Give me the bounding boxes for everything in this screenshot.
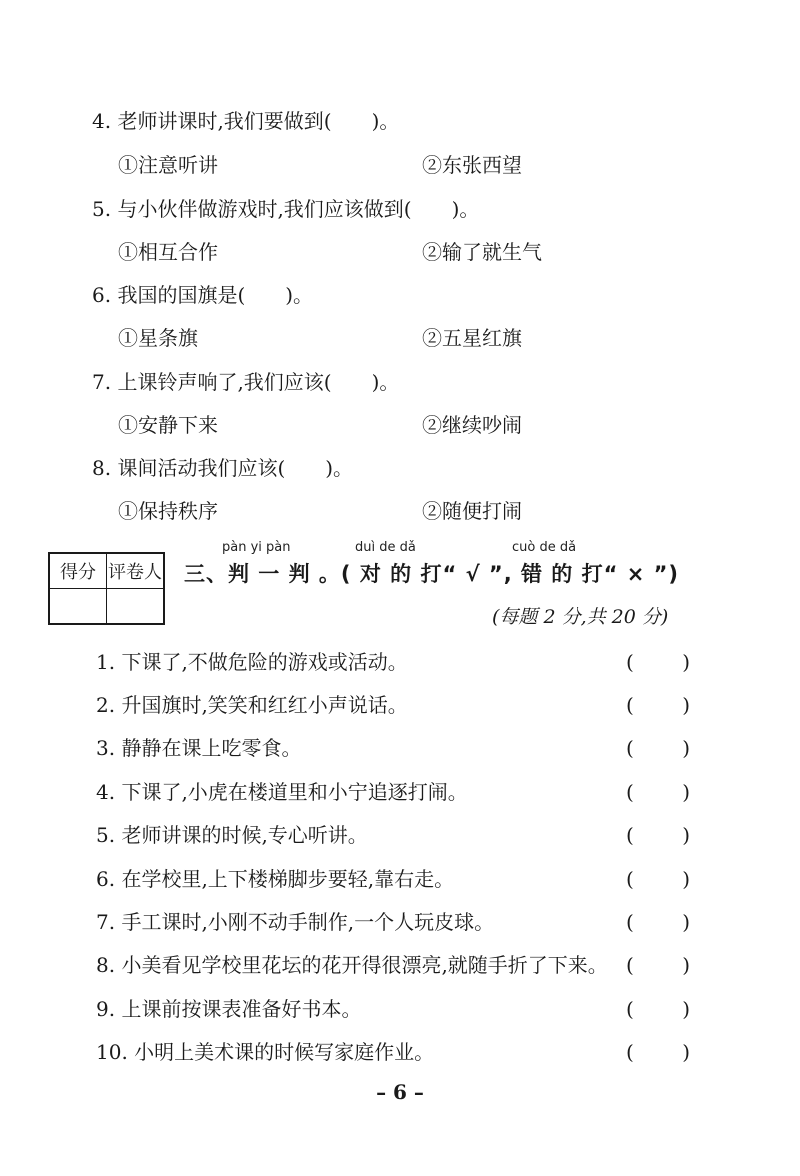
question-8-option-b: ②随便打闹 — [422, 499, 522, 523]
question-4-option-b: ②东张西望 — [422, 153, 522, 177]
paren-right: ) — [682, 997, 690, 1021]
judge-item-5: 5. 老师讲课的时候,专心听讲。 — [96, 823, 368, 847]
question-6-option-a: ①星条旗 — [118, 326, 198, 350]
paren-right: ) — [682, 910, 690, 934]
question-6-option-b: ②五星红旗 — [422, 326, 522, 350]
page-number: – 6 – — [376, 1080, 424, 1104]
paren-right: ) — [682, 823, 690, 847]
paren-right: ) — [682, 867, 690, 891]
reviewer-cell[interactable] — [107, 589, 165, 625]
paren-left: ( — [626, 997, 634, 1021]
paren-left: ( — [626, 910, 634, 934]
question-5-option-a: ①相互合作 — [118, 240, 218, 264]
paren-right: ) — [682, 693, 690, 717]
question-4-stem: 4. 老师讲课时,我们要做到( )。 — [92, 109, 400, 133]
paren-right: ) — [682, 1040, 690, 1064]
paren-right: ) — [682, 650, 690, 674]
paren-left: ( — [626, 867, 634, 891]
judge-item-8: 8. 小美看见学校里花坛的花开得很漂亮,就随手折了下来。 — [96, 953, 608, 977]
score-label: 得分 — [49, 553, 107, 589]
paren-left: ( — [626, 823, 634, 847]
judge-item-1: 1. 下课了,不做危险的游戏或活动。 — [96, 650, 408, 674]
pinyin-cuo-de-da: cuò de dǎ — [512, 540, 577, 555]
paren-left: ( — [626, 780, 634, 804]
judge-item-3: 3. 静静在课上吃零食。 — [96, 736, 302, 760]
question-7-stem: 7. 上课铃声响了,我们应该( )。 — [92, 370, 400, 394]
question-5-option-b: ②输了就生气 — [422, 240, 542, 264]
paren-right: ) — [682, 780, 690, 804]
paren-left: ( — [626, 953, 634, 977]
paren-right: ) — [682, 953, 690, 977]
pinyin-dui-de-da: duì de dǎ — [355, 540, 416, 555]
judge-item-4: 4. 下课了,小虎在楼道里和小宁追逐打闹。 — [96, 780, 468, 804]
judge-item-9: 9. 上课前按课表准备好书本。 — [96, 997, 362, 1021]
score-cell[interactable] — [49, 589, 107, 625]
score-box — [48, 552, 165, 625]
judge-item-2: 2. 升国旗时,笑笑和红红小声说话。 — [96, 693, 408, 717]
paren-left: ( — [626, 736, 634, 760]
question-6-stem: 6. 我国的国旗是( )。 — [92, 283, 314, 307]
section-title: 三、判 一 判 。( 对 的 打“ √ ”, 错 的 打“ × ”) — [184, 562, 680, 586]
question-5-stem: 5. 与小伙伴做游戏时,我们应该做到( )。 — [92, 197, 480, 221]
question-7-option-b: ②继续吵闹 — [422, 413, 522, 437]
paren-right: ) — [682, 736, 690, 760]
paren-left: ( — [626, 650, 634, 674]
judge-item-6: 6. 在学校里,上下楼梯脚步要轻,靠右走。 — [96, 867, 455, 891]
judge-item-7: 7. 手工课时,小刚不动手制作,一个人玩皮球。 — [96, 910, 495, 934]
paren-left: ( — [626, 693, 634, 717]
question-4-option-a: ①注意听讲 — [118, 153, 218, 177]
question-7-option-a: ①安静下来 — [118, 413, 218, 437]
question-8-stem: 8. 课间活动我们应该( )。 — [92, 456, 354, 480]
reviewer-label: 评卷人 — [107, 553, 165, 589]
judge-item-10: 10. 小明上美术课的时候写家庭作业。 — [96, 1040, 435, 1064]
question-8-option-a: ①保持秩序 — [118, 499, 218, 523]
paren-left: ( — [626, 1040, 634, 1064]
score-note: (每题 2 分,共 20 分) — [492, 606, 669, 628]
pinyin-pan-yi-pan: pàn yi pàn — [222, 540, 291, 555]
